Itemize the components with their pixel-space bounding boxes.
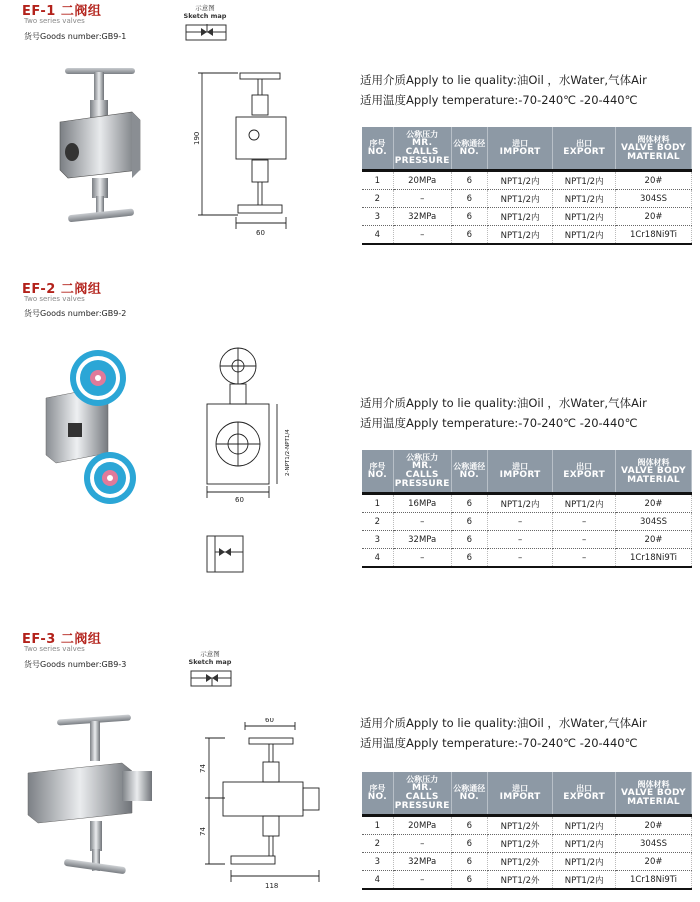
table-cell: – bbox=[393, 835, 451, 853]
table-cell: 20# bbox=[616, 171, 692, 190]
header-label-en: EXPORT bbox=[563, 147, 606, 157]
table-cell: NPT1/2外 bbox=[487, 871, 552, 890]
header-label-zh: 阀体材料 bbox=[637, 457, 670, 467]
table-cell: NPT1/2内 bbox=[487, 171, 552, 190]
header-export bbox=[553, 772, 616, 816]
table-row bbox=[362, 835, 692, 853]
table-cell: NPT1/2内 bbox=[487, 190, 552, 208]
header-label-zh: 序号 bbox=[369, 462, 386, 471]
table-cell: 6 bbox=[451, 171, 487, 190]
spec-table bbox=[362, 127, 692, 245]
header-label-zh: 公称压力 bbox=[406, 453, 439, 462]
table-cell: 20# bbox=[616, 816, 692, 835]
table-cell: 1Cr18Ni9Ti bbox=[616, 871, 692, 890]
section-ef3 bbox=[0, 628, 700, 902]
header-label-en: VALVE BODY MATERIAL bbox=[621, 142, 686, 162]
table-cell: NPT1/2外 bbox=[487, 853, 552, 871]
header-label-en: EXPORT bbox=[563, 470, 606, 480]
spec-text bbox=[360, 713, 647, 753]
header-label-en: IMPORT bbox=[499, 147, 541, 157]
table-cell: 1 bbox=[362, 816, 393, 835]
header-label-zh: 进口 bbox=[512, 462, 529, 471]
table-cell: NPT1/2内 bbox=[553, 835, 616, 853]
table-cell: 32MPa bbox=[393, 853, 451, 871]
dim-bottom: 118 bbox=[265, 882, 279, 890]
spec-text bbox=[360, 393, 647, 433]
header-label-zh: 进口 bbox=[512, 784, 529, 793]
table-cell: 1 bbox=[362, 494, 393, 513]
table-header-row bbox=[362, 772, 692, 816]
header-label-en: EXPORT bbox=[563, 792, 606, 802]
spec-table bbox=[362, 450, 692, 568]
header-label-en: NO. bbox=[459, 147, 479, 157]
header-label-en: VALVE BODY MATERIAL bbox=[621, 787, 686, 807]
table-cell: 6 bbox=[451, 531, 487, 549]
table-header-row bbox=[362, 127, 692, 171]
header-material bbox=[616, 772, 692, 816]
dim-upper: 74 bbox=[199, 764, 207, 773]
header-label-zh: 出口 bbox=[576, 139, 593, 148]
table-cell: 2 bbox=[362, 190, 393, 208]
header-import bbox=[487, 772, 552, 816]
header-no bbox=[362, 127, 393, 171]
table-cell: 4 bbox=[362, 871, 393, 890]
table-cell: 3 bbox=[362, 208, 393, 226]
table-cell: NPT1/2内 bbox=[553, 494, 616, 513]
handwheel-bottom bbox=[84, 452, 136, 504]
sketch-caption-zh: 示意图 bbox=[195, 4, 215, 12]
table-cell: NPT1/2内 bbox=[553, 871, 616, 890]
table-cell: NPT1/2外 bbox=[487, 835, 552, 853]
table-cell: NPT1/2内 bbox=[487, 226, 552, 245]
sketch-caption-zh: 示意图 bbox=[200, 650, 220, 658]
section-subtitle: Two series valves bbox=[24, 645, 85, 653]
valve-drawing bbox=[195, 718, 325, 893]
table-cell: – bbox=[393, 549, 451, 568]
table-row bbox=[362, 190, 692, 208]
dim-lower: 74 bbox=[199, 827, 207, 836]
section-title: EF-2 二阀组 bbox=[22, 282, 102, 297]
dim-width: 60 bbox=[235, 496, 244, 504]
table-cell: NPT1/2内 bbox=[553, 226, 616, 245]
table-cell: – bbox=[487, 531, 552, 549]
header-label-en: NO. bbox=[459, 470, 479, 480]
table-cell: NPT1/2外 bbox=[487, 816, 552, 835]
table-cell: NPT1/2内 bbox=[553, 816, 616, 835]
header-label-en: MR. CALLS PRESSURE bbox=[394, 138, 450, 166]
header-label-zh: 出口 bbox=[576, 784, 593, 793]
table-cell: 6 bbox=[451, 494, 487, 513]
header-label-en: IMPORT bbox=[499, 470, 541, 480]
header-label-en: IMPORT bbox=[499, 792, 541, 802]
header-label-en: NO. bbox=[367, 147, 387, 157]
table-row bbox=[362, 171, 692, 190]
table-cell: 2 bbox=[362, 513, 393, 531]
table-row bbox=[362, 531, 692, 549]
header-diameter bbox=[451, 450, 487, 494]
spec-text bbox=[360, 70, 647, 110]
table-cell: – bbox=[393, 190, 451, 208]
dim-width: 60 bbox=[256, 229, 265, 237]
table-cell: 20MPa bbox=[393, 816, 451, 835]
sketch-map-icon bbox=[205, 534, 245, 574]
header-label-en: VALVE BODY MATERIAL bbox=[621, 465, 686, 485]
header-label-zh: 阀体材料 bbox=[637, 779, 670, 789]
table-header-row bbox=[362, 450, 692, 494]
header-material bbox=[616, 450, 692, 494]
goods-number: 货号Goods number:GB9-1 bbox=[24, 32, 127, 41]
table-row bbox=[362, 853, 692, 871]
table-cell: 2 bbox=[362, 835, 393, 853]
dim-top: 60 bbox=[265, 718, 274, 724]
header-label-zh: 序号 bbox=[369, 784, 386, 793]
sketch-caption bbox=[185, 650, 235, 666]
table-cell: – bbox=[553, 531, 616, 549]
header-no bbox=[362, 450, 393, 494]
table-cell: – bbox=[487, 549, 552, 568]
table-cell: 6 bbox=[451, 190, 487, 208]
sketch-caption-en: Sketch map bbox=[183, 12, 227, 20]
table-cell: 3 bbox=[362, 853, 393, 871]
table-cell: 6 bbox=[451, 226, 487, 245]
header-label-zh: 公称压力 bbox=[406, 775, 439, 784]
header-label-zh: 进口 bbox=[512, 139, 529, 148]
header-export bbox=[553, 450, 616, 494]
medium-text: 适用介质Apply to lie quality:油Oil ，水Water,气体Air bbox=[360, 716, 647, 730]
header-diameter bbox=[451, 772, 487, 816]
table-cell: 32MPa bbox=[393, 208, 451, 226]
table-cell: 1 bbox=[362, 171, 393, 190]
table-cell: 6 bbox=[451, 513, 487, 531]
table-cell: 4 bbox=[362, 549, 393, 568]
table-cell: 20# bbox=[616, 208, 692, 226]
table-row bbox=[362, 513, 692, 531]
table-row bbox=[362, 494, 692, 513]
header-label-zh: 公称通径 bbox=[453, 139, 486, 148]
table-cell: – bbox=[553, 549, 616, 568]
table-cell: NPT1/2内 bbox=[487, 494, 552, 513]
valve-photo bbox=[38, 343, 148, 508]
temperature-text: 适用温度Apply temperature:-70-240℃ -20-440℃ bbox=[360, 93, 638, 107]
table-cell: 6 bbox=[451, 549, 487, 568]
table-row bbox=[362, 871, 692, 890]
table-cell: 20# bbox=[616, 531, 692, 549]
table-cell: – bbox=[393, 871, 451, 890]
medium-text: 适用介质Apply to lie quality:油Oil ，水Water,气体Air bbox=[360, 396, 647, 410]
header-label-en: NO. bbox=[367, 792, 387, 802]
table-cell: NPT1/2内 bbox=[553, 853, 616, 871]
header-label-en: MR. CALLS PRESSURE bbox=[394, 783, 450, 811]
sketch-caption-en: Sketch map bbox=[188, 658, 232, 666]
sketch-map-icon bbox=[185, 22, 227, 42]
header-label-zh: 出口 bbox=[576, 462, 593, 471]
table-cell: 304SS bbox=[616, 513, 692, 531]
goods-number: 货号Goods number:GB9-3 bbox=[24, 660, 127, 669]
table-cell: – bbox=[553, 513, 616, 531]
medium-text: 适用介质Apply to lie quality:油Oil ，水Water,气体Air bbox=[360, 73, 647, 87]
valve-drawing bbox=[195, 346, 305, 506]
table-cell: – bbox=[487, 513, 552, 531]
header-import bbox=[487, 127, 552, 171]
header-label-en: MR. CALLS PRESSURE bbox=[394, 461, 450, 489]
table-cell: 3 bbox=[362, 531, 393, 549]
table-row bbox=[362, 226, 692, 245]
goods-number: 货号Goods number:GB9-2 bbox=[24, 309, 127, 318]
table-row bbox=[362, 816, 692, 835]
header-label-zh: 序号 bbox=[369, 139, 386, 148]
sketch-caption bbox=[180, 4, 230, 20]
table-cell: 1Cr18Ni9Ti bbox=[616, 549, 692, 568]
table-cell: 32MPa bbox=[393, 531, 451, 549]
table-row bbox=[362, 208, 692, 226]
header-label-zh: 公称通径 bbox=[453, 784, 486, 793]
header-pressure bbox=[393, 772, 451, 816]
section-ef2 bbox=[0, 278, 700, 598]
table-cell: 6 bbox=[451, 208, 487, 226]
table-cell: 6 bbox=[451, 871, 487, 890]
table-cell: – bbox=[393, 226, 451, 245]
valve-photo bbox=[40, 60, 170, 235]
header-material bbox=[616, 127, 692, 171]
table-cell: NPT1/2内 bbox=[487, 208, 552, 226]
section-title: EF-1 二阀组 bbox=[22, 4, 102, 19]
sketch-map-icon bbox=[190, 668, 232, 688]
dim-height: 190 bbox=[193, 131, 201, 145]
section-subtitle: Two series valves bbox=[24, 17, 85, 25]
header-label-en: NO. bbox=[459, 792, 479, 802]
table-cell: 1Cr18Ni9Ti bbox=[616, 226, 692, 245]
table-cell: 4 bbox=[362, 226, 393, 245]
header-export bbox=[553, 127, 616, 171]
header-label-en: NO. bbox=[367, 470, 387, 480]
section-ef1 bbox=[0, 0, 700, 270]
table-cell: 20MPa bbox=[393, 171, 451, 190]
table-row bbox=[362, 549, 692, 568]
table-cell: NPT1/2内 bbox=[553, 208, 616, 226]
header-label-zh: 阀体材料 bbox=[637, 134, 670, 144]
section-subtitle: Two series valves bbox=[24, 295, 85, 303]
header-no bbox=[362, 772, 393, 816]
table-cell: NPT1/2内 bbox=[553, 190, 616, 208]
header-import bbox=[487, 450, 552, 494]
table-cell: NPT1/2内 bbox=[553, 171, 616, 190]
table-cell: – bbox=[393, 513, 451, 531]
header-label-zh: 公称压力 bbox=[406, 130, 439, 139]
valve-photo bbox=[22, 713, 162, 888]
spec-table bbox=[362, 772, 692, 890]
table-cell: 20# bbox=[616, 494, 692, 513]
temperature-text: 适用温度Apply temperature:-70-240℃ -20-440℃ bbox=[360, 416, 638, 430]
header-pressure bbox=[393, 127, 451, 171]
table-cell: 6 bbox=[451, 816, 487, 835]
header-label-zh: 公称通径 bbox=[453, 462, 486, 471]
section-title: EF-3 二阀组 bbox=[22, 632, 102, 647]
table-cell: 304SS bbox=[616, 835, 692, 853]
header-pressure bbox=[393, 450, 451, 494]
dim-side: 2-NPT1/2-NPT1/4 bbox=[285, 429, 291, 476]
table-cell: 6 bbox=[451, 853, 487, 871]
table-cell: 16MPa bbox=[393, 494, 451, 513]
table-cell: 20# bbox=[616, 853, 692, 871]
temperature-text: 适用温度Apply temperature:-70-240℃ -20-440℃ bbox=[360, 736, 638, 750]
table-cell: 6 bbox=[451, 835, 487, 853]
header-diameter bbox=[451, 127, 487, 171]
valve-drawing bbox=[190, 65, 310, 245]
table-cell: 304SS bbox=[616, 190, 692, 208]
handwheel-top bbox=[70, 350, 126, 406]
